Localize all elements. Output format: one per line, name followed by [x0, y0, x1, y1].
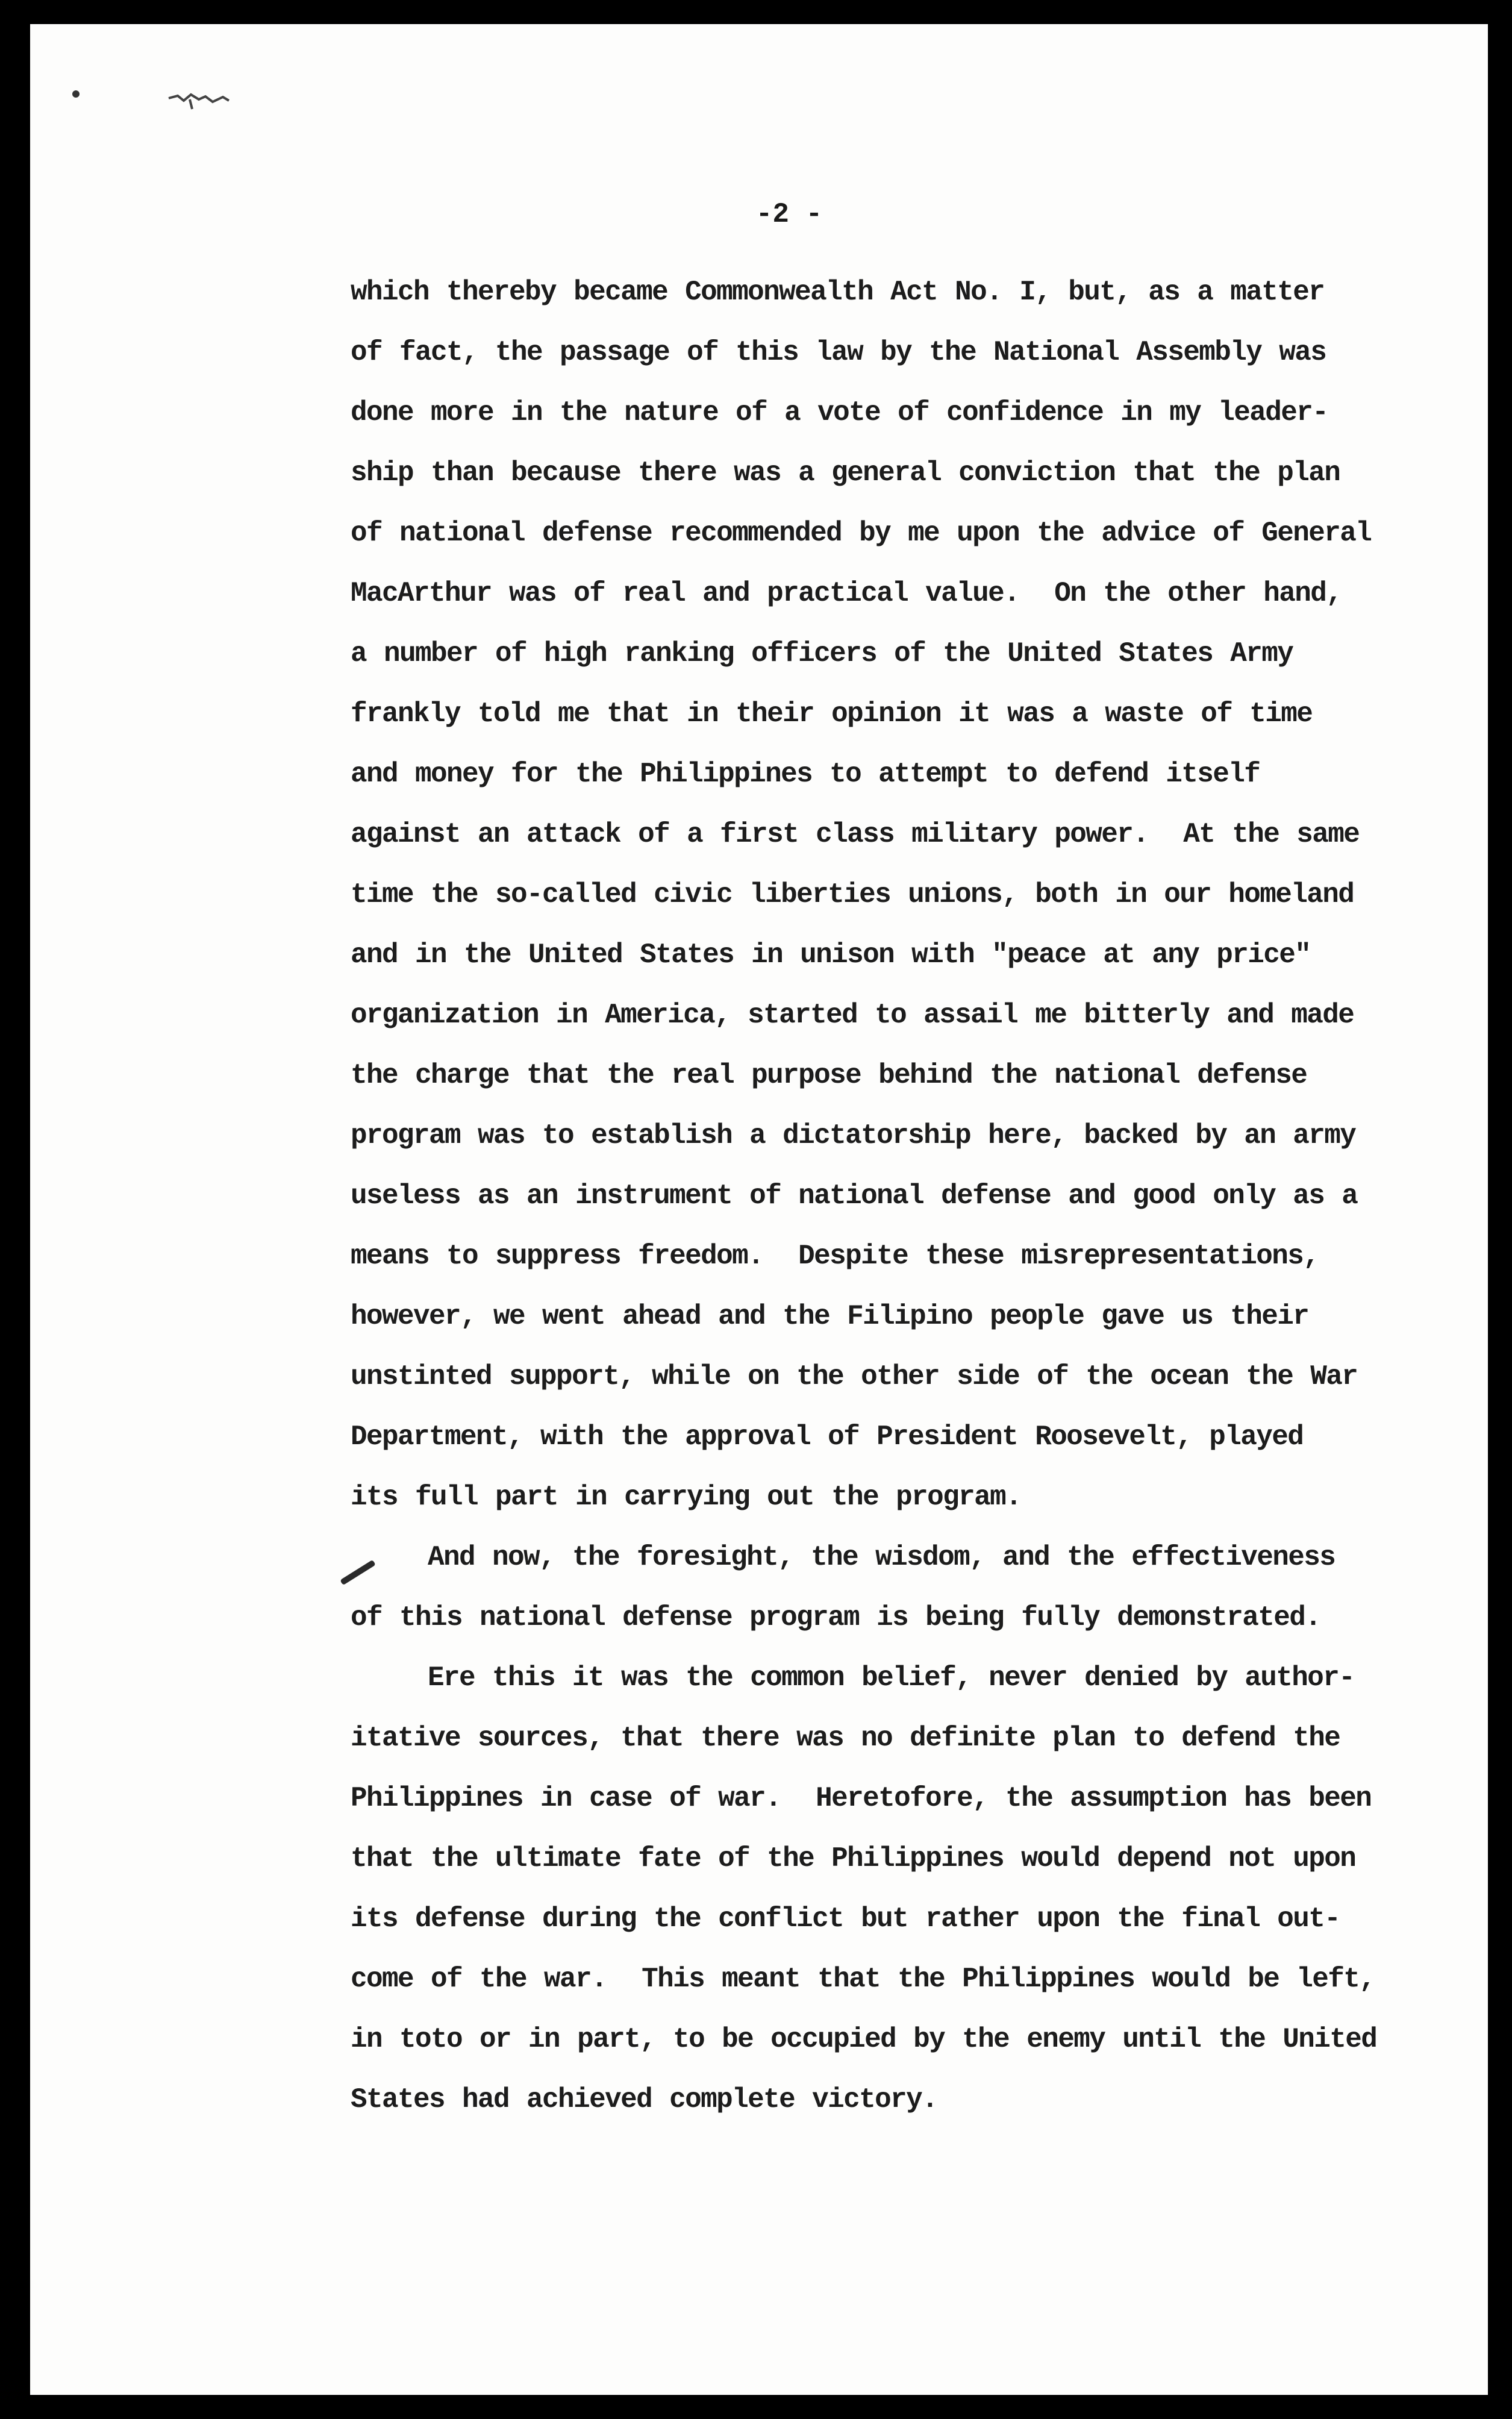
- text-line: in toto or in part, to be occupied by the enemy until the United: [351, 2024, 1377, 2055]
- text-line: time the so-called civic liberties unions, both in our homeland: [351, 879, 1354, 910]
- text-line: a number of high ranking officers of the United States Army: [351, 638, 1293, 669]
- text-line: means to suppress freedom. Despite these misrepresentations,: [351, 1241, 1319, 1272]
- text-line: which thereby became Commonwealth Act No. I, but, as a matter: [351, 277, 1325, 308]
- text-line: however, we went ahead and the Filipino people gave us their: [351, 1301, 1309, 1332]
- text-line: program was to establish a dictatorship here, backed by an army: [351, 1120, 1356, 1151]
- text-line: unstinted support, while on the other side of the ocean the War: [351, 1361, 1358, 1392]
- text-line: useless as an instrument of national defense and good only as a: [351, 1180, 1358, 1212]
- paragraph-start-line: Ere this it was the common belief, never denied by author-: [428, 1662, 1355, 1694]
- text-line: and in the United States in unison with "peace at any price": [351, 939, 1311, 971]
- text-line: of national defense recommended by me upon the advice of General: [351, 518, 1372, 549]
- text-line: ship than because there was a general conviction that the plan: [351, 457, 1340, 489]
- text-line: done more in the nature of a vote of confidence in my leader-: [351, 397, 1328, 428]
- text-line: of fact, the passage of this law by the National Assembly was: [351, 337, 1326, 368]
- text-line: MacArthur was of real and practical value. On the other hand,: [351, 578, 1342, 609]
- text-line: the charge that the real purpose behind the national defense: [351, 1060, 1307, 1091]
- text-line: that the ultimate fate of the Philippines would depend not upon: [351, 1843, 1356, 1874]
- text-line: Department, with the approval of President Roosevelt, played: [351, 1421, 1304, 1453]
- text-line: States had achieved complete victory.: [351, 2084, 938, 2115]
- text-line: itative sources, that there was no definite plan to defend the: [351, 1723, 1340, 1754]
- text-line: and money for the Philippines to attempt to defend itself: [351, 759, 1260, 790]
- ink-speck: [72, 90, 80, 98]
- text-line: its full part in carrying out the program.: [351, 1482, 1022, 1513]
- text-line: against an attack of a first class military power. At the same: [351, 819, 1360, 850]
- page-number: -2 -: [755, 199, 823, 230]
- text-line: Philippines in case of war. Heretofore, the assumption has been: [351, 1783, 1372, 1814]
- text-line: of this national defense program is being fully demonstrated.: [351, 1602, 1321, 1633]
- typed-page: [30, 24, 1488, 2395]
- corner-ink-scribble: [166, 87, 232, 111]
- paragraph-start-line: And now, the foresight, the wisdom, and the effectiveness: [428, 1542, 1335, 1573]
- text-line: its defense during the conflict but rather upon the final out-: [351, 1903, 1340, 1935]
- text-line: come of the war. This meant that the Philippines would be left,: [351, 1964, 1375, 1995]
- text-line: frankly told me that in their opinion it was a waste of time: [351, 698, 1313, 730]
- body-text: [351, 262, 1387, 2130]
- text-line: organization in America, started to assail me bitterly and made: [351, 1000, 1354, 1031]
